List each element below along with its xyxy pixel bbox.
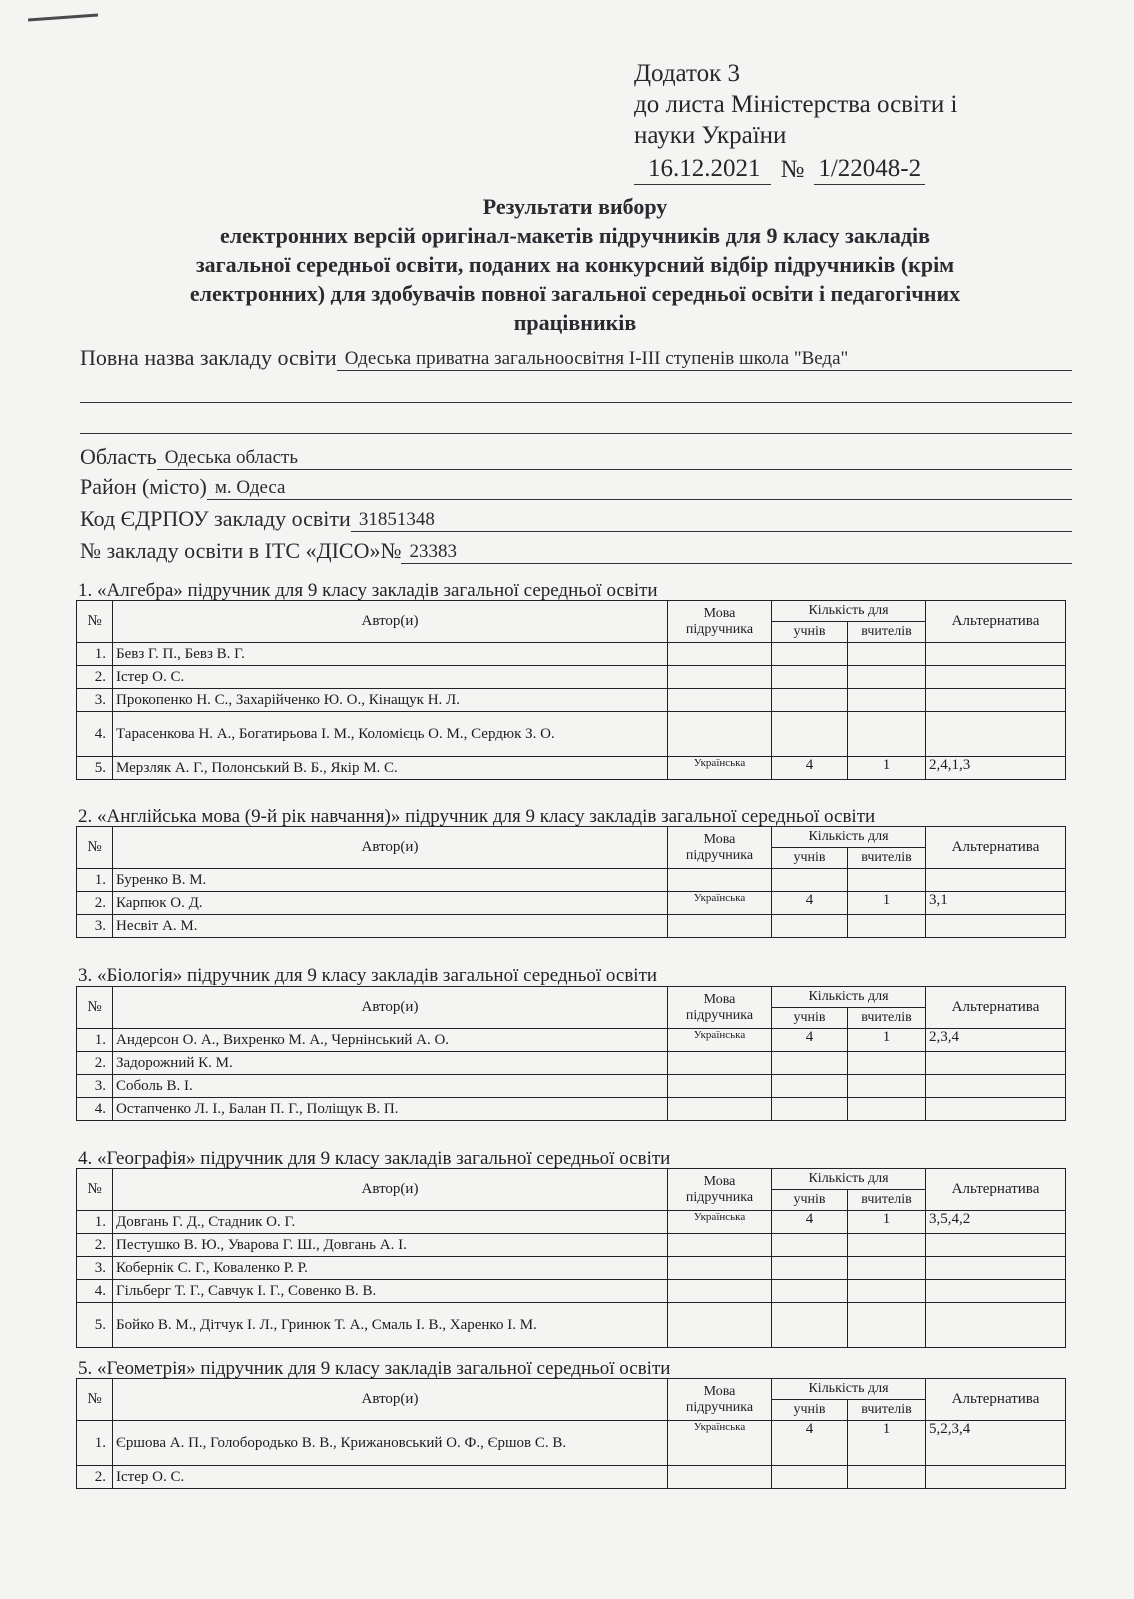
language-cell	[668, 1075, 772, 1098]
row-number: 1.	[77, 869, 113, 892]
col-header-students: учнів	[772, 1008, 848, 1029]
teachers-count-cell	[848, 1098, 926, 1121]
alternative-cell: 3,5,4,2	[926, 1211, 1066, 1234]
alternative-cell	[926, 1466, 1066, 1489]
col-header-no: №	[77, 987, 113, 1029]
its-field	[80, 538, 1072, 564]
row-number: 4.	[77, 712, 113, 757]
language-cell	[668, 689, 772, 712]
table-row	[77, 1466, 1066, 1489]
section-title: 5. «Геометрія» підручник для 9 класу закладів загальної середньої освіти	[78, 1358, 671, 1379]
col-header-teachers: вчителів	[848, 1190, 926, 1211]
table-row	[77, 892, 1066, 915]
alternative-cell: 2,3,4	[926, 1029, 1066, 1052]
section-title: 1. «Алгебра» підручник для 9 класу закладів загальної середньої освіти	[78, 580, 658, 601]
alternative-cell	[926, 666, 1066, 689]
col-header-count-for: Кількість для	[772, 987, 926, 1008]
col-header-students: учнів	[772, 1190, 848, 1211]
alternative-cell	[926, 712, 1066, 757]
col-header-teachers: вчителів	[848, 622, 926, 643]
col-header-count-for: Кількість для	[772, 1379, 926, 1400]
teachers-count-cell	[848, 1303, 926, 1348]
row-number: 2.	[77, 1234, 113, 1257]
language-cell	[668, 643, 772, 666]
row-number: 3.	[77, 689, 113, 712]
col-header-no: №	[77, 827, 113, 869]
language-cell: Українська	[668, 1421, 772, 1466]
author-cell: Остапченко Л. І., Балан П. Г., Поліщук В. П.	[113, 1098, 668, 1121]
textbook-table	[76, 1378, 1066, 1489]
annex-line-2: до листа Міністерства освіти і	[634, 91, 958, 118]
title-line-4: електронних) для здобувачів повної загальної середньої освіти і педагогічних	[189, 281, 961, 306]
row-number: 1.	[77, 1211, 113, 1234]
col-header-language: Мова підручника	[668, 827, 772, 869]
teachers-count-cell: 1	[848, 1211, 926, 1234]
title-line-5: працівників	[513, 310, 637, 335]
language-cell	[668, 1098, 772, 1121]
language-cell	[668, 869, 772, 892]
col-header-language: Мова підручника	[668, 1169, 772, 1211]
author-cell: Бевз Г. П., Бевз В. Г.	[113, 643, 668, 666]
alternative-cell	[926, 1303, 1066, 1348]
teachers-count-cell: 1	[848, 1029, 926, 1052]
teachers-count-cell	[848, 689, 926, 712]
col-header-alternative: Альтернатива	[926, 1169, 1066, 1211]
row-number: 4.	[77, 1098, 113, 1121]
teachers-count-cell: 1	[848, 1421, 926, 1466]
students-count-cell	[772, 1303, 848, 1348]
row-number: 3.	[77, 1257, 113, 1280]
alternative-cell	[926, 1257, 1066, 1280]
region-label: Область	[80, 444, 157, 469]
author-cell: Мерзляк А. Г., Полонський В. Б., Якір М. С.	[113, 757, 668, 780]
col-header-students: учнів	[772, 1400, 848, 1421]
author-cell: Тарасенкова Н. А., Богатирьова І. М., Коломієць О. М., Сердюк З. О.	[113, 712, 668, 757]
col-header-alternative: Альтернатива	[926, 827, 1066, 869]
row-number: 1.	[77, 1421, 113, 1466]
its-value: 23383	[401, 541, 1072, 564]
row-number: 1.	[77, 643, 113, 666]
section-title: 2. «Англійська мова (9-й рік навчання)» підручник для 9 класу закладів загальної середньої освіти	[78, 806, 876, 827]
pen-mark	[28, 14, 98, 22]
author-cell: Карпюк О. Д.	[113, 892, 668, 915]
language-cell	[668, 1257, 772, 1280]
title-line-3: загальної середньої освіти, поданих на конкурсний відбір підручників (крім	[195, 252, 955, 277]
students-count-cell: 4	[772, 1211, 848, 1234]
district-label: Район (місто)	[80, 474, 207, 499]
author-cell: Кобернік С. Г., Коваленко Р. Р.	[113, 1257, 668, 1280]
col-header-teachers: вчителів	[848, 1400, 926, 1421]
section-title: 4. «Географія» підручник для 9 класу закладів загальної середньої освіти	[78, 1148, 671, 1169]
language-cell	[668, 1280, 772, 1303]
row-number: 2.	[77, 666, 113, 689]
language-cell: Українська	[668, 892, 772, 915]
students-count-cell	[772, 869, 848, 892]
alternative-cell	[926, 643, 1066, 666]
textbook-table	[76, 826, 1066, 938]
teachers-count-cell	[848, 712, 926, 757]
col-header-students: учнів	[772, 848, 848, 869]
table-row	[77, 666, 1066, 689]
students-count-cell	[772, 1280, 848, 1303]
table-row	[77, 1421, 1066, 1466]
annex-line-3: науки України	[634, 122, 787, 149]
author-cell: Єршова А. П., Голобородько В. В., Крижановський О. Ф., Єршов С. В.	[113, 1421, 668, 1466]
school-name-label: Повна назва закладу освіти	[80, 345, 337, 370]
col-header-language: Мова підручника	[668, 987, 772, 1029]
author-cell: Істер О. С.	[113, 666, 668, 689]
teachers-count-cell	[848, 1257, 926, 1280]
title-line-2: електронних версій оригінал-макетів підручників для 9 класу закладів	[219, 223, 931, 248]
students-count-cell	[772, 915, 848, 938]
author-cell: Задорожний К. М.	[113, 1052, 668, 1075]
table-row	[77, 643, 1066, 666]
language-cell	[668, 1303, 772, 1348]
students-count-cell	[772, 1052, 848, 1075]
author-cell: Гільберг Т. Г., Савчук І. Г., Совенко В. В.	[113, 1280, 668, 1303]
students-count-cell	[772, 666, 848, 689]
col-header-count-for: Кількість для	[772, 1169, 926, 1190]
language-cell: Українська	[668, 1211, 772, 1234]
col-header-count-for: Кількість для	[772, 827, 926, 848]
language-cell	[668, 1466, 772, 1489]
alternative-cell	[926, 1234, 1066, 1257]
textbook-table	[76, 1168, 1066, 1348]
language-cell: Українська	[668, 757, 772, 780]
alternative-cell: 5,2,3,4	[926, 1421, 1066, 1466]
students-count-cell	[772, 1098, 848, 1121]
teachers-count-cell	[848, 1280, 926, 1303]
students-count-cell	[772, 712, 848, 757]
table-row	[77, 1257, 1066, 1280]
textbook-table	[76, 600, 1066, 780]
teachers-count-cell	[848, 1075, 926, 1098]
students-count-cell	[772, 1075, 848, 1098]
col-header-author: Автор(и)	[113, 987, 668, 1029]
teachers-count-cell	[848, 643, 926, 666]
col-header-language: Мова підручника	[668, 601, 772, 643]
annex-line-1: Додаток 3	[634, 60, 740, 87]
annex-block	[634, 58, 957, 185]
author-cell: Прокопенко Н. С., Захарійченко Ю. О., Кінащук Н. Л.	[113, 689, 668, 712]
table-row	[77, 1029, 1066, 1052]
title-line-1: Результати вибору	[482, 194, 668, 219]
col-header-no: №	[77, 1379, 113, 1421]
document-title	[80, 192, 1070, 337]
students-count-cell: 4	[772, 757, 848, 780]
col-header-author: Автор(и)	[113, 1379, 668, 1421]
col-header-alternative: Альтернатива	[926, 987, 1066, 1029]
row-number: 5.	[77, 1303, 113, 1348]
row-number: 2.	[77, 892, 113, 915]
edrpou-label: Код ЄДРПОУ закладу освіти	[80, 506, 351, 531]
edrpou-value: 31851348	[351, 509, 1072, 532]
alternative-cell: 3,1	[926, 892, 1066, 915]
table-row	[77, 1075, 1066, 1098]
row-number: 4.	[77, 1280, 113, 1303]
table-row	[77, 689, 1066, 712]
teachers-count-cell	[848, 1466, 926, 1489]
textbook-table	[76, 986, 1066, 1121]
its-label: № закладу освіти в ІТС «ДІСО»№	[80, 538, 402, 563]
language-cell	[668, 666, 772, 689]
blank-line	[80, 433, 1072, 434]
alternative-cell	[926, 1280, 1066, 1303]
alternative-cell	[926, 689, 1066, 712]
students-count-cell	[772, 689, 848, 712]
author-cell: Буренко В. М.	[113, 869, 668, 892]
teachers-count-cell: 1	[848, 892, 926, 915]
col-header-author: Автор(и)	[113, 601, 668, 643]
letter-date: 16.12.2021	[634, 153, 771, 185]
table-row	[77, 1052, 1066, 1075]
region-value: Одеська область	[157, 447, 1072, 470]
col-header-count-for: Кількість для	[772, 601, 926, 622]
table-row	[77, 1303, 1066, 1348]
teachers-count-cell	[848, 1052, 926, 1075]
col-header-author: Автор(и)	[113, 827, 668, 869]
alternative-cell	[926, 915, 1066, 938]
section-title: 3. «Біологія» підручник для 9 класу закладів загальної середньої освіти	[78, 965, 658, 986]
alternative-cell	[926, 1098, 1066, 1121]
language-cell	[668, 712, 772, 757]
table-row	[77, 1234, 1066, 1257]
table-row	[77, 757, 1066, 780]
row-number: 3.	[77, 915, 113, 938]
blank-line	[80, 402, 1072, 403]
teachers-count-cell: 1	[848, 757, 926, 780]
number-sign: №	[780, 156, 805, 183]
row-number: 1.	[77, 1029, 113, 1052]
students-count-cell	[772, 1257, 848, 1280]
table-row	[77, 712, 1066, 757]
district-value: м. Одеса	[207, 477, 1072, 500]
region-field	[80, 444, 1072, 470]
language-cell	[668, 1234, 772, 1257]
col-header-students: учнів	[772, 622, 848, 643]
row-number: 2.	[77, 1466, 113, 1489]
col-header-no: №	[77, 601, 113, 643]
author-cell: Бойко В. М., Дітчук І. Л., Гринюк Т. А., Смаль І. В., Харенко І. М.	[113, 1303, 668, 1348]
col-header-author: Автор(и)	[113, 1169, 668, 1211]
language-cell	[668, 1052, 772, 1075]
teachers-count-cell	[848, 666, 926, 689]
table-row	[77, 1211, 1066, 1234]
teachers-count-cell	[848, 915, 926, 938]
author-cell: Пестушко В. Ю., Уварова Г. Ш., Довгань А. І.	[113, 1234, 668, 1257]
edrpou-field	[80, 506, 1072, 532]
students-count-cell	[772, 1466, 848, 1489]
row-number: 5.	[77, 757, 113, 780]
author-cell: Істер О. С.	[113, 1466, 668, 1489]
alternative-cell	[926, 869, 1066, 892]
col-header-language: Мова підручника	[668, 1379, 772, 1421]
table-row	[77, 1098, 1066, 1121]
author-cell: Соболь В. І.	[113, 1075, 668, 1098]
letter-reference	[634, 153, 957, 185]
students-count-cell: 4	[772, 1029, 848, 1052]
author-cell: Довгань Г. Д., Стадник О. Г.	[113, 1211, 668, 1234]
alternative-cell: 2,4,1,3	[926, 757, 1066, 780]
author-cell: Несвіт А. М.	[113, 915, 668, 938]
alternative-cell	[926, 1075, 1066, 1098]
row-number: 2.	[77, 1052, 113, 1075]
school-name-field	[80, 345, 1072, 371]
school-name-value: Одеська приватна загальноосвітня І-ІІІ ступенів школа "Веда"	[337, 348, 1072, 371]
teachers-count-cell	[848, 1234, 926, 1257]
students-count-cell	[772, 1234, 848, 1257]
col-header-alternative: Альтернатива	[926, 1379, 1066, 1421]
col-header-teachers: вчителів	[848, 1008, 926, 1029]
teachers-count-cell	[848, 869, 926, 892]
table-row	[77, 869, 1066, 892]
students-count-cell	[772, 643, 848, 666]
alternative-cell	[926, 1052, 1066, 1075]
col-header-no: №	[77, 1169, 113, 1211]
language-cell: Українська	[668, 1029, 772, 1052]
district-field	[80, 474, 1072, 500]
row-number: 3.	[77, 1075, 113, 1098]
col-header-alternative: Альтернатива	[926, 601, 1066, 643]
author-cell: Андерсон О. А., Вихренко М. А., Чернінський А. О.	[113, 1029, 668, 1052]
col-header-teachers: вчителів	[848, 848, 926, 869]
students-count-cell: 4	[772, 1421, 848, 1466]
language-cell	[668, 915, 772, 938]
table-row	[77, 915, 1066, 938]
students-count-cell: 4	[772, 892, 848, 915]
table-row	[77, 1280, 1066, 1303]
letter-number: 1/22048-2	[814, 153, 925, 185]
